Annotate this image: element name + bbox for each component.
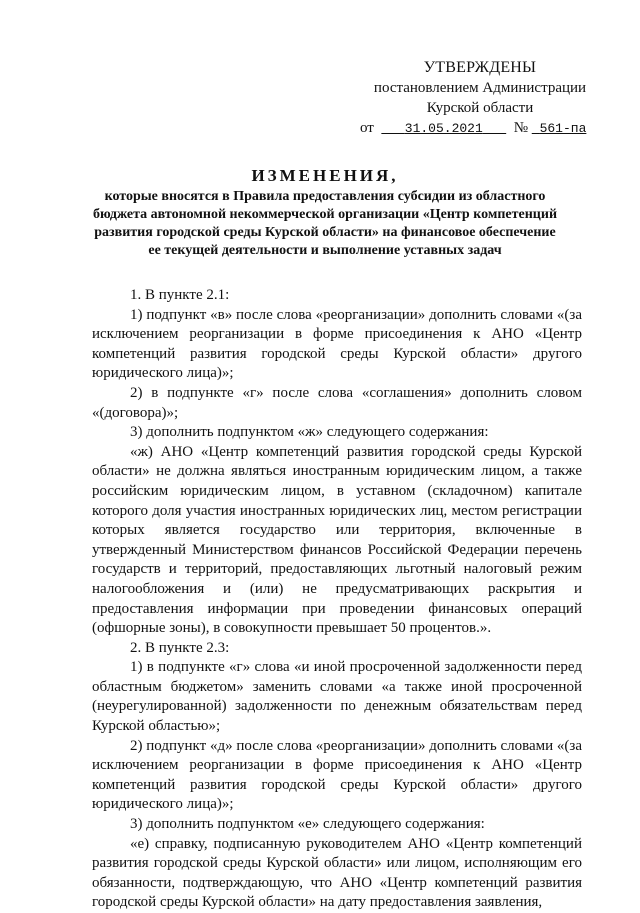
paragraph: 3) дополнить подпунктом «ж» следующего содержания:: [130, 424, 489, 441]
document-body: [92, 286, 582, 913]
document-title: [90, 165, 560, 260]
date-prefix: от: [360, 120, 374, 136]
title-description: которые вносятся в Правила предоставления субсидии из областного бюджета автономной некоммерческой организации «Центр компетенций развития городской среды Курской области» на финансовое обеспечение ее текущей деятельности и выполнение уставных задач: [92, 189, 558, 258]
approval-heading: УТВЕРЖДЕНЫ: [423, 59, 537, 76]
paragraph: «е) справку, подписанную руководителем АНО «Центр компетенций развития городской среды Курской области» или лицом, исполняющим его обязанности, подтверждающую, что АНО «Центр компетенций развития городской среды Курской области» на дату предоставления заявления,: [92, 835, 582, 911]
number-sign: №: [513, 120, 528, 136]
paragraph: 1) в подпункте «г» слова «и иной просроченной задолженности перед областным бюджетом» заменить словами «а также иной просроченной (неурегулированной) задолженности по денежным обязательствам перед Курской областью»;: [92, 659, 582, 735]
approval-date: 31.05.2021: [404, 121, 483, 136]
approval-dateline: [360, 118, 600, 139]
paragraph: 2) подпункт «д» после слова «реорганизации» дополнить словами «(за исключением реорганизации в форме присоединения к АНО «Центр компетенций развития городской среды Курской области» другого юридического лица)»;: [92, 737, 582, 813]
paragraph: «ж) АНО «Центр компетенций развития городской среды Курской области» не должна являться иностранным юридическим лицом, а также российским юридическим лицом, в уставном (складочном) капитале которого доля участия иностранных юридических лиц, местом регистрации которых является государство или территория, включенные в утвержденный Министерством финансов Российской Федерации перечень государств и территорий, предоставляющих льготный налоговый режим налогообложения и (или) не предусматривающих раскрытия и предоставления информации при проведении финансовых операций (офшорные зоны), в совокупности превышает 50 процентов.».: [92, 443, 582, 637]
paragraph: 2) в подпункте «г» после слова «соглашения» дополнить словом «(договора)»;: [92, 384, 582, 421]
approval-line-1: постановлением Администрации: [373, 80, 587, 96]
paragraph: 1. В пункте 2.1:: [130, 287, 230, 303]
approval-block: [360, 58, 600, 139]
approval-number: 561-па: [539, 121, 587, 136]
paragraph: 1) подпункт «в» после слова «реорганизации» дополнить словами «(за исключением реорганизации в форме присоединения к АНО «Центр компетенций развития городской среды Курской области» другого юридического лица)»;: [92, 306, 582, 382]
approval-line-2: Курской области: [426, 100, 534, 116]
title-heading: ИЗМЕНЕНИЯ,: [251, 166, 399, 185]
paragraph: 3) дополнить подпунктом «е» следующего содержания:: [130, 816, 485, 833]
paragraph: 2. В пункте 2.3:: [130, 639, 230, 656]
